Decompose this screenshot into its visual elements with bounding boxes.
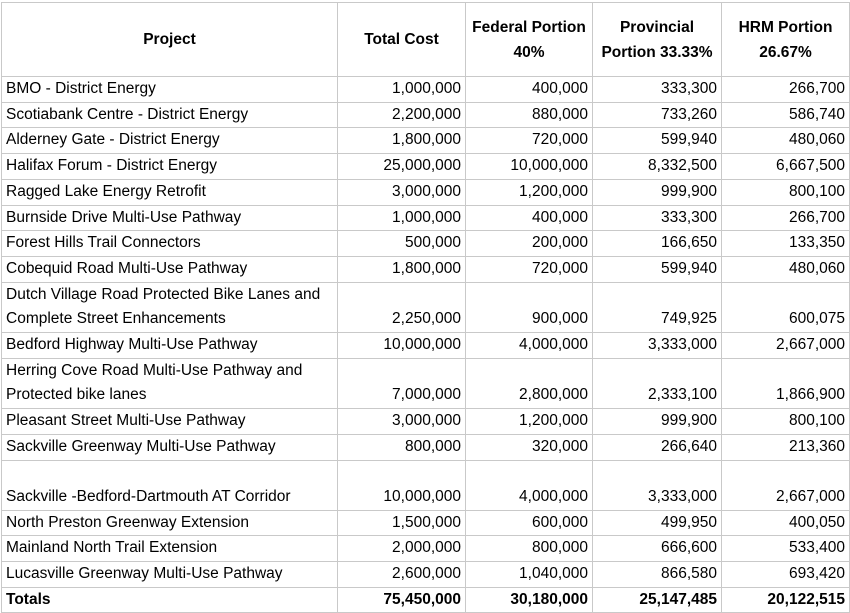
header-row: [2, 3, 850, 77]
hrm-cell: 586,740: [722, 102, 850, 128]
project-cell: Lucasville Greenway Multi-Use Pathway: [2, 561, 338, 587]
federal-cell: 1,040,000: [466, 561, 593, 587]
federal-cell: 10,000,000: [466, 154, 593, 180]
header-hrm-line1: HRM Portion: [738, 18, 833, 36]
project-cell: Scotiabank Centre - District Energy: [2, 102, 338, 128]
hrm-cell: 533,400: [722, 536, 850, 562]
table-row: [2, 179, 850, 205]
table-row: [2, 154, 850, 180]
hrm-cell: 480,060: [722, 128, 850, 154]
table-row: [2, 409, 850, 435]
header-project: Project: [2, 3, 338, 77]
table-row: [2, 460, 850, 510]
table-row: [2, 205, 850, 231]
provincial-cell: 2,333,100: [593, 358, 722, 408]
provincial-cell: 333,300: [593, 205, 722, 231]
total-cost-cell: 3,000,000: [338, 409, 466, 435]
header-provincial-line2: Portion 33.33%: [601, 43, 713, 61]
federal-cell: 880,000: [466, 102, 593, 128]
header-hrm-line2: 26.67%: [759, 43, 812, 61]
table-row: [2, 231, 850, 257]
provincial-cell: 599,940: [593, 128, 722, 154]
project-cell: Burnside Drive Multi-Use Pathway: [2, 205, 338, 231]
total-cost-cell: 800,000: [338, 434, 466, 460]
total-cost-cell: 1,500,000: [338, 510, 466, 536]
project-cell: Sackville -Bedford-Dartmouth AT Corridor: [2, 460, 338, 510]
table-row: [2, 128, 850, 154]
hrm-cell: 6,667,500: [722, 154, 850, 180]
provincial-cell: 266,640: [593, 434, 722, 460]
provincial-cell: 333,300: [593, 77, 722, 103]
project-cell: Dutch Village Road Protected Bike Lanes and Complete Street Enhancements: [2, 282, 338, 332]
project-cell: Pleasant Street Multi-Use Pathway: [2, 409, 338, 435]
totals-federal: 30,180,000: [466, 587, 593, 613]
total-cost-cell: 1,000,000: [338, 77, 466, 103]
provincial-cell: 666,600: [593, 536, 722, 562]
table-row: [2, 561, 850, 587]
provincial-cell: 999,900: [593, 179, 722, 205]
table-row: [2, 358, 850, 408]
totals-total-cost: 75,450,000: [338, 587, 466, 613]
table-row: [2, 282, 850, 332]
totals-label: Totals: [2, 587, 338, 613]
total-cost-cell: 1,800,000: [338, 256, 466, 282]
project-cell: Alderney Gate - District Energy: [2, 128, 338, 154]
totals-row: [2, 587, 850, 613]
federal-cell: 200,000: [466, 231, 593, 257]
project-cell: Bedford Highway Multi-Use Pathway: [2, 333, 338, 359]
hrm-cell: 800,100: [722, 179, 850, 205]
provincial-cell: 866,580: [593, 561, 722, 587]
total-cost-cell: 25,000,000: [338, 154, 466, 180]
project-cell: North Preston Greenway Extension: [2, 510, 338, 536]
table-row: [2, 77, 850, 103]
table-row: [2, 536, 850, 562]
federal-cell: 900,000: [466, 282, 593, 332]
hrm-cell: 480,060: [722, 256, 850, 282]
hrm-cell: 1,866,900: [722, 358, 850, 408]
project-cell: Sackville Greenway Multi-Use Pathway: [2, 434, 338, 460]
table-row: [2, 256, 850, 282]
federal-cell: 320,000: [466, 434, 593, 460]
federal-cell: 400,000: [466, 205, 593, 231]
total-cost-cell: 500,000: [338, 231, 466, 257]
total-cost-cell: 2,600,000: [338, 561, 466, 587]
header-federal: [466, 3, 593, 77]
hrm-cell: 266,700: [722, 205, 850, 231]
total-cost-cell: 2,000,000: [338, 536, 466, 562]
totals-provincial: 25,147,485: [593, 587, 722, 613]
provincial-cell: 499,950: [593, 510, 722, 536]
totals-hrm: 20,122,515: [722, 587, 850, 613]
federal-cell: 1,200,000: [466, 409, 593, 435]
total-cost-cell: 10,000,000: [338, 460, 466, 510]
federal-cell: 1,200,000: [466, 179, 593, 205]
table-row: [2, 434, 850, 460]
project-cell: BMO - District Energy: [2, 77, 338, 103]
project-cell: Cobequid Road Multi-Use Pathway: [2, 256, 338, 282]
hrm-cell: 213,360: [722, 434, 850, 460]
table-row: [2, 102, 850, 128]
federal-cell: 600,000: [466, 510, 593, 536]
total-cost-cell: 10,000,000: [338, 333, 466, 359]
total-cost-cell: 1,000,000: [338, 205, 466, 231]
hrm-cell: 600,075: [722, 282, 850, 332]
total-cost-cell: 7,000,000: [338, 358, 466, 408]
header-total-cost: Total Cost: [338, 3, 466, 77]
project-cell: Ragged Lake Energy Retrofit: [2, 179, 338, 205]
project-cell: Forest Hills Trail Connectors: [2, 231, 338, 257]
federal-cell: 400,000: [466, 77, 593, 103]
federal-cell: 4,000,000: [466, 333, 593, 359]
table-row: [2, 333, 850, 359]
hrm-cell: 2,667,000: [722, 333, 850, 359]
hrm-cell: 2,667,000: [722, 460, 850, 510]
provincial-cell: 999,900: [593, 409, 722, 435]
federal-cell: 720,000: [466, 128, 593, 154]
total-cost-cell: 1,800,000: [338, 128, 466, 154]
header-provincial: [593, 3, 722, 77]
header-provincial-line1: Provincial: [619, 18, 695, 36]
federal-cell: 4,000,000: [466, 460, 593, 510]
hrm-cell: 400,050: [722, 510, 850, 536]
federal-cell: 800,000: [466, 536, 593, 562]
header-federal-line1: Federal Portion: [472, 18, 586, 36]
header-federal-line2: 40%: [513, 43, 545, 61]
hrm-cell: 133,350: [722, 231, 850, 257]
total-cost-cell: 2,250,000: [338, 282, 466, 332]
federal-cell: 2,800,000: [466, 358, 593, 408]
provincial-cell: 3,333,000: [593, 460, 722, 510]
total-cost-cell: 2,200,000: [338, 102, 466, 128]
header-hrm: [722, 3, 850, 77]
table-row: [2, 510, 850, 536]
provincial-cell: 733,260: [593, 102, 722, 128]
funding-table: [1, 2, 850, 613]
hrm-cell: 266,700: [722, 77, 850, 103]
federal-cell: 720,000: [466, 256, 593, 282]
project-cell: Halifax Forum - District Energy: [2, 154, 338, 180]
hrm-cell: 693,420: [722, 561, 850, 587]
provincial-cell: 3,333,000: [593, 333, 722, 359]
hrm-cell: 800,100: [722, 409, 850, 435]
provincial-cell: 166,650: [593, 231, 722, 257]
project-cell: Herring Cove Road Multi-Use Pathway and Protected bike lanes: [2, 358, 338, 408]
project-cell: Mainland North Trail Extension: [2, 536, 338, 562]
total-cost-cell: 3,000,000: [338, 179, 466, 205]
provincial-cell: 8,332,500: [593, 154, 722, 180]
provincial-cell: 599,940: [593, 256, 722, 282]
provincial-cell: 749,925: [593, 282, 722, 332]
